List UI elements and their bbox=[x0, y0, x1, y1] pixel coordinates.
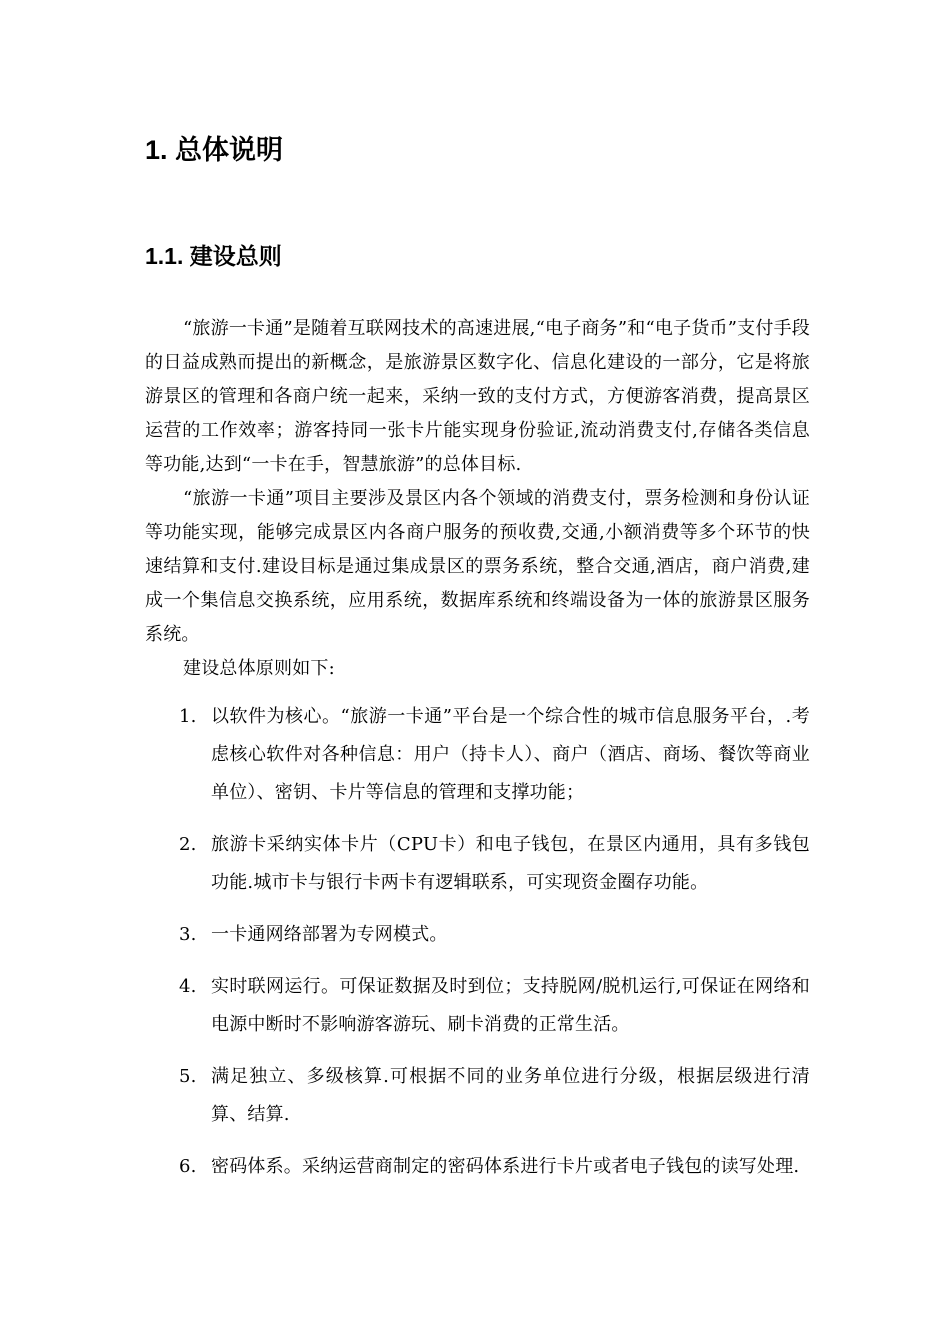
list-item-text: 密码体系。采纳运营商制定的密码体系进行卡片或者电子钱包的读写处理. bbox=[211, 1156, 800, 1177]
list-item-text: 一卡通网络部署为专网模式。 bbox=[211, 924, 448, 945]
list-item bbox=[145, 1148, 810, 1186]
section-heading: 1. 总体说明 bbox=[145, 135, 284, 165]
list-item bbox=[145, 916, 810, 954]
list-item bbox=[145, 698, 810, 812]
list-number: 2. bbox=[179, 834, 197, 855]
list-number: 6. bbox=[179, 1156, 197, 1177]
list-item bbox=[145, 1058, 810, 1134]
subsection-heading: 1.1. 建设总则 bbox=[145, 243, 282, 269]
list-item-text: 以软件为核心。“旅游一卡通”平台是一个综合性的城市信息服务平台，.考虑核心软件对各种信息：用户（持卡人）、商户（酒店、商场、餐饮等商业单位）、密钥、卡片等信息的管理和支撑功能； bbox=[211, 706, 810, 803]
paragraph: “旅游一卡通”项目主要涉及景区内各个领域的消费支付，票务检测和身份认证等功能实现，能够完成景区内各商户服务的预收费,交通,小额消费等多个环节的快速结算和支付.建设目标是通过集成景区的票务系统，整合交通,酒店，商户消费,建成一个集信息交换系统，应用系统，数据库系统和终端设备为一体的旅游景区服务系统。 bbox=[145, 488, 810, 645]
list-item-text: 满足独立、多级核算.可根据不同的业务单位进行分级，根据层级进行清算、结算. bbox=[211, 1066, 810, 1125]
list-number: 3. bbox=[179, 924, 197, 945]
list-item bbox=[145, 968, 810, 1044]
list-item-text: 旅游卡采纳实体卡片（CPU卡）和电子钱包，在景区内通用，具有多钱包功能.城市卡与银行卡两卡有逻辑联系，可实现资金圈存功能。 bbox=[211, 834, 810, 893]
list-number: 4. bbox=[179, 976, 197, 997]
list-number: 1. bbox=[179, 706, 197, 727]
list-item-text: 实时联网运行。可保证数据及时到位；支持脱网/脱机运行,可保证在网络和电源中断时不影响游客游玩、刷卡消费的正常生活。 bbox=[211, 976, 810, 1035]
principles-list bbox=[145, 698, 810, 1186]
principles-intro: 建设总体原则如下: bbox=[183, 658, 335, 679]
list-item bbox=[145, 826, 810, 902]
list-number: 5. bbox=[179, 1066, 197, 1087]
body-text bbox=[145, 312, 810, 1200]
paragraph: “旅游一卡通”是随着互联网技术的高速进展,“电子商务”和“电子货币”支付手段的日益成熟而提出的新概念，是旅游景区数字化、信息化建设的一部分，它是将旅游景区的管理和各商户统一起来，采纳一致的支付方式，方便游客消费，提高景区运营的工作效率；游客持同一张卡片能实现身份验证,流动消费支付,存储各类信息等功能,达到“一卡在手，智慧旅游”的总体目标. bbox=[145, 318, 810, 475]
